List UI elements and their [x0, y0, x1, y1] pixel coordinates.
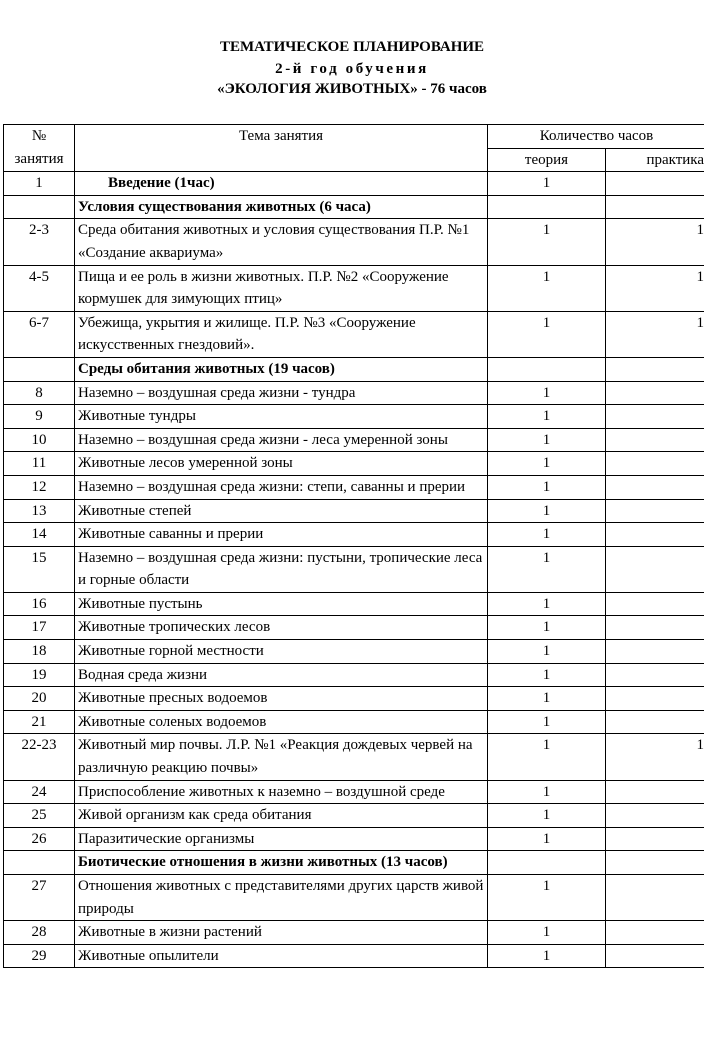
lesson-topic: Животные горной местности	[75, 640, 488, 664]
number-sign: №	[31, 128, 47, 144]
practice-hours	[606, 616, 704, 640]
theory-hours: 1	[488, 381, 606, 405]
lesson-number: 26	[4, 827, 75, 851]
lesson-number: 28	[4, 921, 75, 945]
lesson-number: 1	[4, 172, 75, 196]
practice-hours	[606, 921, 704, 945]
theory-hours: 1	[488, 875, 606, 921]
section-title: Среды обитания животных (19 часов)	[75, 357, 488, 381]
lesson-topic: Животные саванны и прерии	[75, 523, 488, 547]
lesson-number: 14	[4, 523, 75, 547]
table-row	[4, 499, 704, 523]
practice-hours: 1	[606, 734, 704, 780]
lesson-topic: Живой организм как среда обитания	[75, 804, 488, 828]
lesson-topic: Животный мир почвы. Л.Р. №1 «Реакция дождевых червей на различную реакцию почвы»	[75, 734, 488, 780]
theory-hours: 1	[488, 640, 606, 664]
table-row	[4, 381, 704, 405]
lesson-number-cell	[4, 851, 75, 875]
lesson-number: 6-7	[4, 311, 75, 357]
practice-hours-cell	[606, 357, 704, 381]
table-row	[4, 592, 704, 616]
practice-hours	[606, 428, 704, 452]
table-row	[4, 687, 704, 711]
thematic-plan-table	[3, 124, 704, 968]
theory-hours: 1	[488, 710, 606, 734]
table-row	[4, 921, 704, 945]
lesson-topic: Наземно – воздушная среда жизни - тундра	[75, 381, 488, 405]
lesson-number: 8	[4, 381, 75, 405]
practice-hours	[606, 663, 704, 687]
theory-hours: 1	[488, 944, 606, 968]
theory-hours: 1	[488, 804, 606, 828]
theory-hours: 1	[488, 523, 606, 547]
lesson-topic: Животные лесов умеренной зоны	[75, 452, 488, 476]
col-header-topic: Тема занятия	[75, 125, 488, 172]
table-row	[4, 546, 704, 592]
number-label: занятия	[14, 150, 64, 167]
table-row	[4, 219, 704, 265]
lesson-number: 24	[4, 780, 75, 804]
theory-hours: 1	[488, 921, 606, 945]
practice-hours	[606, 687, 704, 711]
theory-hours: 1	[488, 546, 606, 592]
practice-hours	[606, 640, 704, 664]
table-row	[4, 827, 704, 851]
table-row	[4, 475, 704, 499]
theory-hours: 1	[488, 663, 606, 687]
col-header-practice: практика	[606, 148, 704, 172]
table-row	[4, 428, 704, 452]
practice-hours	[606, 804, 704, 828]
table-row	[4, 452, 704, 476]
theory-hours: 1	[488, 780, 606, 804]
practice-hours-cell	[606, 851, 704, 875]
lesson-number: 25	[4, 804, 75, 828]
section-title: Условия существования животных (6 часа)	[75, 195, 488, 219]
table-row	[4, 780, 704, 804]
lesson-number: 15	[4, 546, 75, 592]
lesson-number: 11	[4, 452, 75, 476]
theory-hours-cell	[488, 195, 606, 219]
lesson-topic: Животные тундры	[75, 405, 488, 429]
section-row	[4, 851, 704, 875]
practice-hours: 1	[606, 311, 704, 357]
table-row	[4, 311, 704, 357]
theory-hours: 1	[488, 475, 606, 499]
theory-hours: 1	[488, 616, 606, 640]
practice-hours	[606, 546, 704, 592]
theory-hours: 1	[488, 499, 606, 523]
lesson-topic: Отношения животных с представителями других царств живой природы	[75, 875, 488, 921]
lesson-topic: Животные степей	[75, 499, 488, 523]
lesson-number: 29	[4, 944, 75, 968]
lesson-number: 19	[4, 663, 75, 687]
col-header-number	[4, 125, 75, 172]
lesson-topic: Животные в жизни растений	[75, 921, 488, 945]
lesson-number: 16	[4, 592, 75, 616]
practice-hours	[606, 172, 704, 196]
theory-hours: 1	[488, 592, 606, 616]
section-row	[4, 195, 704, 219]
theory-hours: 1	[488, 734, 606, 780]
section-row	[4, 357, 704, 381]
theory-hours: 1	[488, 827, 606, 851]
lesson-number-cell	[4, 195, 75, 219]
lesson-number: 17	[4, 616, 75, 640]
practice-hours: 1	[606, 219, 704, 265]
practice-hours	[606, 475, 704, 499]
table-row	[4, 663, 704, 687]
course-title: «ЭКОЛОГИЯ ЖИВОТНЫХ» - 76 часов	[217, 81, 487, 97]
table-row	[4, 875, 704, 921]
lesson-number: 2-3	[4, 219, 75, 265]
lesson-topic: Наземно – воздушная среда жизни - леса умеренной зоны	[75, 428, 488, 452]
theory-hours: 1	[488, 428, 606, 452]
practice-hours	[606, 523, 704, 547]
lesson-number: 21	[4, 710, 75, 734]
practice-hours	[606, 780, 704, 804]
theory-hours: 1	[488, 172, 606, 196]
practice-hours	[606, 710, 704, 734]
table-header-row-1	[4, 125, 704, 149]
lesson-topic: Животные соленых водоемов	[75, 710, 488, 734]
col-header-hours: Количество часов	[488, 125, 704, 149]
lesson-topic: Наземно – воздушная среда жизни: степи, саванны и прерии	[75, 475, 488, 499]
lesson-topic: Животные тропических лесов	[75, 616, 488, 640]
lesson-number: 27	[4, 875, 75, 921]
practice-hours: 1	[606, 265, 704, 311]
lesson-number-cell	[4, 357, 75, 381]
practice-hours	[606, 875, 704, 921]
lesson-number: 18	[4, 640, 75, 664]
lesson-topic: Паразитические организмы	[75, 827, 488, 851]
practice-hours	[606, 944, 704, 968]
practice-hours	[606, 381, 704, 405]
theory-hours-cell	[488, 357, 606, 381]
lesson-number: 10	[4, 428, 75, 452]
lesson-number: 13	[4, 499, 75, 523]
lesson-topic: Животные пустынь	[75, 592, 488, 616]
col-header-theory: теория	[488, 148, 606, 172]
practice-hours	[606, 592, 704, 616]
practice-hours-cell	[606, 195, 704, 219]
lesson-number: 12	[4, 475, 75, 499]
lesson-number: 20	[4, 687, 75, 711]
lesson-number: 22-23	[4, 734, 75, 780]
table-row	[4, 944, 704, 968]
practice-hours	[606, 827, 704, 851]
lesson-topic: Среда обитания животных и условия существования П.Р. №1 «Создание аквариума»	[75, 219, 488, 265]
lesson-topic: Убежища, укрытия и жилище. П.Р. №3 «Сооружение искусственных гнездовий».	[75, 311, 488, 357]
table-row	[4, 265, 704, 311]
document-title: ТЕМАТИЧЕСКОЕ ПЛАНИРОВАНИЕ	[219, 39, 485, 55]
lesson-topic: Животные пресных водоемов	[75, 687, 488, 711]
practice-hours	[606, 452, 704, 476]
lesson-topic: Наземно – воздушная среда жизни: пустыни, тропические леса и горные области	[75, 546, 488, 592]
table-row	[4, 710, 704, 734]
lesson-topic: Животные опылители	[75, 944, 488, 968]
table-row	[4, 523, 704, 547]
lesson-number: 9	[4, 405, 75, 429]
table-row	[4, 734, 704, 780]
lesson-topic: Пища и ее роль в жизни животных. П.Р. №2 «Сооружение кормушек для зимующих птиц»	[75, 265, 488, 311]
table-row	[4, 172, 704, 196]
practice-hours	[606, 405, 704, 429]
theory-hours: 1	[488, 311, 606, 357]
lesson-number: 4-5	[4, 265, 75, 311]
study-year: 2-й год обучения	[275, 61, 429, 77]
lesson-topic: Водная среда жизни	[75, 663, 488, 687]
section-title: Биотические отношения в жизни животных (13 часов)	[75, 851, 488, 875]
table-row	[4, 640, 704, 664]
lesson-topic: Введение (1час)	[75, 172, 488, 196]
table-row	[4, 405, 704, 429]
practice-hours	[606, 499, 704, 523]
lesson-topic: Приспособление животных к наземно – воздушной среде	[75, 780, 488, 804]
theory-hours: 1	[488, 405, 606, 429]
theory-hours: 1	[488, 687, 606, 711]
theory-hours: 1	[488, 452, 606, 476]
theory-hours: 1	[488, 265, 606, 311]
theory-hours-cell	[488, 851, 606, 875]
table-row	[4, 616, 704, 640]
theory-hours: 1	[488, 219, 606, 265]
table-row	[4, 804, 704, 828]
